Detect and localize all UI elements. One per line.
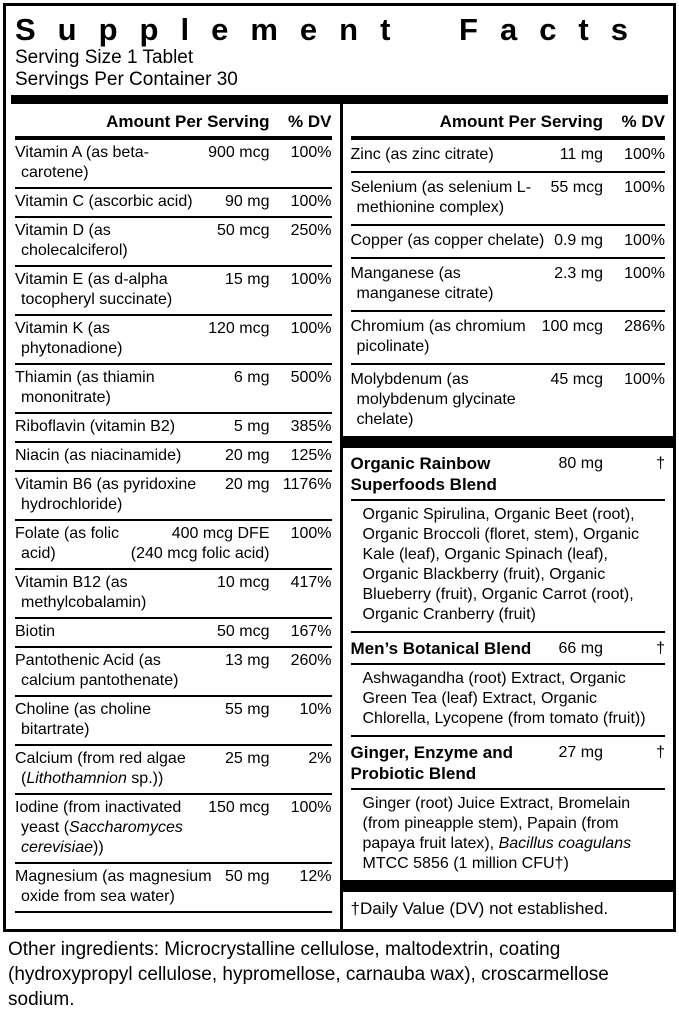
- nutrient-amount: 150 mcg: [208, 799, 270, 816]
- header-spacer: [351, 111, 434, 132]
- right-nutrient-rows: [351, 140, 666, 436]
- nutrient-dv: 100%: [290, 799, 332, 816]
- blend-name: Men’s Botanical Blend: [350, 639, 532, 658]
- blend-amount: 80 mg: [558, 455, 603, 472]
- nutrient-row: [15, 697, 332, 746]
- nutrient-name: Selenium (as selenium L-methionine complex): [350, 179, 532, 216]
- supplement-facts-panel: [0, 3, 679, 1016]
- blend-name: Organic Rainbow Superfoods Blend: [350, 454, 497, 494]
- header-spacer: [15, 111, 100, 132]
- blend-dv: †: [656, 744, 665, 761]
- blend-header-row: [351, 737, 666, 790]
- nutrient-amount: 50 mcg: [217, 623, 270, 640]
- right-column: [340, 104, 674, 929]
- blend-header-row: [351, 448, 666, 501]
- nutrient-name: Riboflavin (vitamin B2): [15, 418, 176, 435]
- nutrient-name: Biotin: [15, 623, 56, 640]
- nutrient-name: Vitamin D (as cholecalciferol): [15, 222, 128, 259]
- nutrient-amount: 90 mg: [225, 193, 270, 210]
- nutrient-amount: 20 mg: [225, 447, 270, 464]
- nutrient-name: Copper (as copper chelate): [350, 232, 545, 249]
- nutrient-dv: 500%: [290, 369, 332, 386]
- nutrient-row: [15, 619, 332, 648]
- blend-name: Ginger, Enzyme and Probiotic Blend: [350, 743, 513, 783]
- panel-title: Supplement Facts: [15, 12, 650, 47]
- nutrient-amount: 11 mg: [559, 146, 603, 163]
- nutrient-name: Choline (as choline bitartrate): [15, 701, 152, 738]
- nutrient-row: [15, 648, 332, 697]
- nutrient-row: [15, 189, 332, 218]
- nutrient-name: Molybdenum (as molybdenum glycinate chelate): [350, 371, 516, 428]
- nutrient-row: [351, 312, 666, 365]
- nutrient-amount: 13 mg: [225, 652, 270, 669]
- nutrient-row: [15, 443, 332, 472]
- nutrient-amount: 20 mg: [225, 476, 270, 493]
- percent-dv-header: % DV: [621, 112, 665, 131]
- blend-section: [351, 448, 666, 633]
- nutrient-name: Vitamin A (as beta-carotene): [15, 144, 149, 181]
- nutrient-dv: 100%: [290, 525, 332, 542]
- nutrient-dv: 100%: [290, 144, 332, 161]
- amount-per-serving-header: Amount Per Serving: [439, 112, 603, 131]
- left-column: [6, 104, 340, 929]
- label-box: [3, 3, 676, 932]
- left-nutrient-rows: [15, 140, 332, 913]
- nutrient-name: Pantothenic Acid (as calcium pantothenate): [15, 652, 179, 689]
- nutrient-amount: 400 mcg DFE (240 mcg folic acid): [130, 525, 270, 562]
- servings-per-container: Servings Per Container 30: [15, 69, 238, 90]
- blend-dv: †: [656, 455, 665, 472]
- nutrient-name: Manganese (as manganese citrate): [350, 265, 494, 302]
- nutrient-row: [351, 140, 666, 173]
- nutrient-dv: 417%: [290, 574, 332, 591]
- nutrient-row: [15, 316, 332, 365]
- nutrient-dv: 385%: [290, 418, 332, 435]
- nutrient-row: [15, 795, 332, 864]
- nutrient-dv: 1176%: [282, 476, 332, 493]
- nutrient-name: Chromium (as chromium picolinate): [350, 318, 526, 355]
- nutrient-row: [15, 414, 332, 443]
- nutrient-row: [351, 173, 666, 226]
- nutrient-amount: 100 mcg: [541, 318, 603, 335]
- nutrient-row: [15, 365, 332, 414]
- nutrient-amount: 55 mg: [225, 701, 270, 718]
- blend-section: [351, 737, 666, 880]
- nutrient-row: [351, 365, 666, 436]
- blend-ingredients: Ashwagandha (root) Extract, Organic Green Tea (leaf) Extract, Organic Chlorella, Lycopene (from tomato (fruit)): [351, 665, 666, 737]
- footnote-divider-bar: [343, 880, 674, 892]
- amount-per-serving-header: Amount Per Serving: [106, 112, 270, 131]
- nutrient-dv: 100%: [290, 271, 332, 288]
- left-column-header: [15, 104, 332, 140]
- nutrient-row: [15, 472, 332, 521]
- nutrient-amount: 15 mg: [225, 271, 270, 288]
- nutrient-dv: 100%: [290, 320, 332, 337]
- nutrient-dv: 100%: [624, 146, 665, 163]
- nutrient-amount: 55 mcg: [550, 179, 603, 196]
- blend-sections: [351, 448, 666, 880]
- nutrient-name: Vitamin C (ascorbic acid): [15, 193, 193, 210]
- nutrient-name: Zinc (as zinc citrate): [350, 146, 494, 163]
- blend-section: [351, 633, 666, 737]
- nutrient-dv: 167%: [290, 623, 332, 640]
- blend-dv: †: [656, 640, 665, 657]
- nutrient-dv: 250%: [290, 222, 332, 239]
- blend-ingredients: Ginger (root) Juice Extract, Bromelain (from pineapple stem), Papain (from papaya fruit latex), Bacillus coagulans MTCC 5856 (1 million CFU†): [362, 795, 632, 872]
- nutrient-dv: 125%: [290, 447, 332, 464]
- nutrient-row: [15, 864, 332, 913]
- serving-size: Serving Size 1 Tablet: [15, 47, 194, 68]
- nutrient-amount: 2.3 mg: [554, 265, 603, 282]
- nutrient-amount: 900 mcg: [208, 144, 270, 161]
- nutrient-amount: 5 mg: [233, 418, 270, 435]
- blend-header-row: [351, 633, 666, 665]
- serving-info: [6, 47, 673, 91]
- nutrient-dv: 260%: [290, 652, 332, 669]
- nutrient-dv: 100%: [624, 232, 665, 249]
- nutrient-name: Vitamin K (as phytonadione): [15, 320, 123, 357]
- nutrient-dv: 10%: [299, 701, 332, 718]
- top-divider-bar: [11, 95, 668, 104]
- nutrient-name: Iodine (from inactivated yeast (Saccharomyces cerevisiae)): [15, 799, 183, 856]
- nutrient-amount: 50 mcg: [217, 222, 270, 239]
- nutrient-name: Magnesium (as magnesium oxide from sea water): [15, 868, 212, 905]
- nutrient-amount: 6 mg: [233, 369, 270, 386]
- nutrient-dv: 100%: [624, 179, 665, 196]
- other-ingredients: Other ingredients: Microcrystalline cellulose, maltodextrin, coating (hydroxypropyl cellulose, hypromellose, carnauba wax), croscarmellose sodium.: [8, 939, 609, 1010]
- facts-columns: [6, 104, 673, 929]
- nutrient-row: [15, 521, 332, 570]
- daily-value-footnote: †Daily Value (DV) not established.: [350, 899, 609, 918]
- blend-amount: 27 mg: [558, 744, 603, 761]
- nutrient-name: Thiamin (as thiamin mononitrate): [15, 369, 155, 406]
- nutrient-name: Vitamin E (as d-alpha tocopheryl succinate): [15, 271, 173, 308]
- nutrient-row: [15, 267, 332, 316]
- blend-section-divider-bar: [343, 436, 674, 448]
- nutrient-name: Vitamin B12 (as methylcobalamin): [15, 574, 147, 611]
- nutrient-amount: 25 mg: [225, 750, 270, 767]
- nutrient-row: [351, 226, 666, 259]
- blend-ingredients: Organic Spirulina, Organic Beet (root), Organic Broccoli (floret, stem), Organic Kale (leaf), Organic Spinach (leaf), Organic Blackberry (fruit), Organic Blueberry (fruit), Organic Carrot (root), Organic Cranberry (fruit): [351, 501, 666, 633]
- nutrient-dv: 100%: [290, 193, 332, 210]
- right-column-header: [351, 104, 666, 140]
- nutrient-name: Folate (as folic acid): [15, 525, 120, 562]
- nutrient-row: [15, 570, 332, 619]
- nutrient-row: [351, 259, 666, 312]
- nutrient-dv: 286%: [624, 318, 665, 335]
- nutrient-amount: 120 mcg: [208, 320, 270, 337]
- nutrient-name: Vitamin B6 (as pyridoxine hydrochloride): [15, 476, 197, 513]
- nutrient-dv: 2%: [308, 750, 332, 767]
- nutrient-row: [15, 746, 332, 795]
- nutrient-amount: 45 mcg: [550, 371, 603, 388]
- nutrient-amount: 10 mcg: [217, 574, 270, 591]
- nutrient-amount: 50 mg: [225, 868, 270, 885]
- nutrient-row: [15, 140, 332, 189]
- nutrient-row: [15, 218, 332, 267]
- nutrient-amount: 0.9 mg: [554, 232, 603, 249]
- percent-dv-header: % DV: [288, 112, 332, 131]
- nutrient-dv: 100%: [624, 265, 665, 282]
- blend-amount: 66 mg: [558, 640, 603, 657]
- nutrient-name: Calcium (from red algae (Lithothamnion sp.)): [15, 750, 186, 787]
- nutrient-name: Niacin (as niacinamide): [15, 447, 182, 464]
- nutrient-dv: 12%: [299, 868, 332, 885]
- nutrient-dv: 100%: [624, 371, 665, 388]
